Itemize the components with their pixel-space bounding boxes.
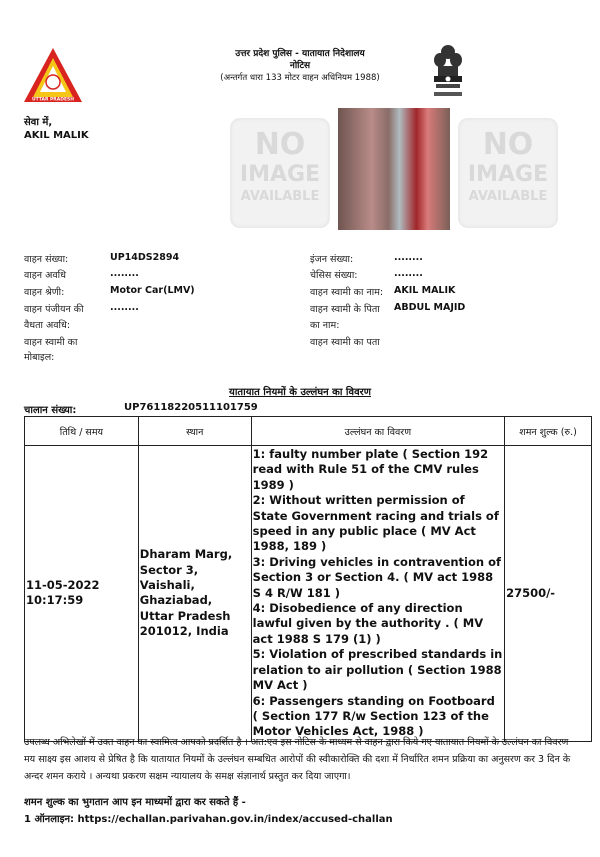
challan-number: UP76118220511101759: [124, 402, 258, 413]
no-image-placeholder-right: NO IMAGE AVAILABLE: [458, 118, 558, 228]
chassis-number-label: चेसिस संख्या:: [310, 270, 358, 281]
owner-father-label-2: का नाम:: [310, 320, 340, 331]
violation-section-title: यातायात नियमों के उल्लंघन का विवरण: [229, 387, 371, 398]
recipient-name: AKIL MALIK: [24, 130, 89, 141]
recipient-label: सेवा में,: [24, 117, 53, 128]
vehicle-period-value: ........: [110, 268, 139, 279]
logo-text: UTTAR PRADESH: [31, 97, 75, 103]
place-cell: Dharam Marg, Sector 3, Vaishali, Ghaziabad, Uttar Pradesh 201012, India: [138, 446, 251, 742]
header-date-time: तिथि / समय: [25, 417, 139, 446]
violation-item: 2: Without written permission of State Government racing and trials of speed in any public place ( MV Act 1988, 189 ): [252, 493, 499, 554]
dept-title: उत्तर प्रदेश पुलिस - यातायात निदेशालय: [235, 49, 365, 59]
violation-item: 6: Passengers standing on Footboard ( Section 177 R/w Section 123 of the Motor Vehicles Act, 1988 ): [252, 693, 495, 739]
violation-item: 1: faulty number plate ( Section 192 read with Rule 51 of the CMV rules 1989 ): [252, 447, 489, 492]
owner-address-label: वाहन स्वामी का पता: [310, 337, 380, 348]
violation-item: 4: Disobedience of any direction lawful given by the authority . ( MV act 1988 S 179 (1) ): [252, 601, 484, 646]
owner-name-label: वाहन स्वामी का नाम:: [310, 287, 384, 298]
notice-paragraph: उपलब्ध अभिलेखों में उक्त वाहन का स्वामित्व आपको प्रदर्शित है । अत:एव इस नोटिस के माध्यम से वाहन द्वारा किये गए यातायात नियमों के उल्लंघन का विवरण मय साक्ष्य इस आशय से प्रेषित है कि यातायात नियमों के उल्लंघन सम्बधित आरोपों की स्वीकारोक्ति की दशा में निर्धारित शमन प्रक्रिया का अनुसरण कर 3 दिन के अन्दर शमन कराये । अन्यथा प्रकरण सक्षम न्यायालय के समक्ष संज्ञानार्थ प्रस्तुत कर दिया जाएगा।: [24, 737, 571, 783]
violation-item: 3: Driving vehicles in contravention of Section 3 or Section 4. ( MV act 1988 S 4 R/W 181 ): [252, 554, 501, 600]
violation-item: 5: Violation of prescribed standards in relation to air pollution ( Section 1988 MV Act ): [252, 647, 503, 693]
engine-number-label: इंजन संख्या:: [310, 254, 354, 265]
header-place: स्थान: [138, 417, 251, 446]
owner-mobile-label-2: मोबाइल:: [24, 352, 55, 363]
validity-label: वैधता अवधि:: [24, 320, 71, 331]
fine-cell: 27500/-: [505, 446, 592, 742]
header-fine: शमन शुल्क (रु.): [505, 417, 592, 446]
vehicle-class-value: Motor Car(LMV): [110, 285, 195, 296]
vehicle-period-label: वाहन अवधि: [24, 270, 66, 281]
registration-value: ........: [110, 302, 139, 313]
vehicle-number-label: वाहन संख्या:: [24, 254, 69, 265]
owner-father-value: ABDUL MAJID: [394, 302, 466, 313]
date-value: 11-05-2022: [26, 577, 100, 592]
vehicle-class-label: वाहन श्रेणी:: [24, 287, 65, 298]
registration-label: वाहन पंजीयन की: [24, 304, 84, 315]
act-subtitle: (अन्तर्गत धारा 133 मोटर वाहन अधिनियम 1988): [220, 73, 380, 83]
challan-label: चालान संख्या:: [24, 405, 77, 416]
date-time-cell: [25, 446, 139, 742]
header-violation: उल्लंघन का विवरण: [251, 417, 504, 446]
violation-cell: [251, 446, 504, 742]
owner-father-label: वाहन स्वामी के पिता: [310, 304, 380, 315]
chassis-number-value: ........: [394, 268, 423, 279]
payment-heading: शमन शुल्क का भुगतान आप इन माध्यमों द्वारा कर सकते हैं -: [24, 797, 246, 808]
table-header-row: [25, 417, 592, 446]
vehicle-number-value: UP14DS2894: [110, 252, 180, 263]
online-payment-link[interactable]: 1 ऑनलाइन: https://echallan.parivahan.gov.in/index/accused-challan: [24, 814, 393, 825]
owner-name-value: AKIL MALIK: [394, 285, 456, 296]
time-value: 10:17:59: [26, 593, 84, 608]
no-image-placeholder-left: NO IMAGE AVAILABLE: [230, 118, 330, 228]
violation-table: [24, 416, 592, 742]
vehicle-photo: [338, 108, 450, 230]
notice-title: नोटिस: [289, 61, 311, 71]
engine-number-value: ........: [394, 252, 423, 263]
table-row: [25, 446, 592, 742]
owner-mobile-label: वाहन स्वामी का: [24, 337, 78, 348]
